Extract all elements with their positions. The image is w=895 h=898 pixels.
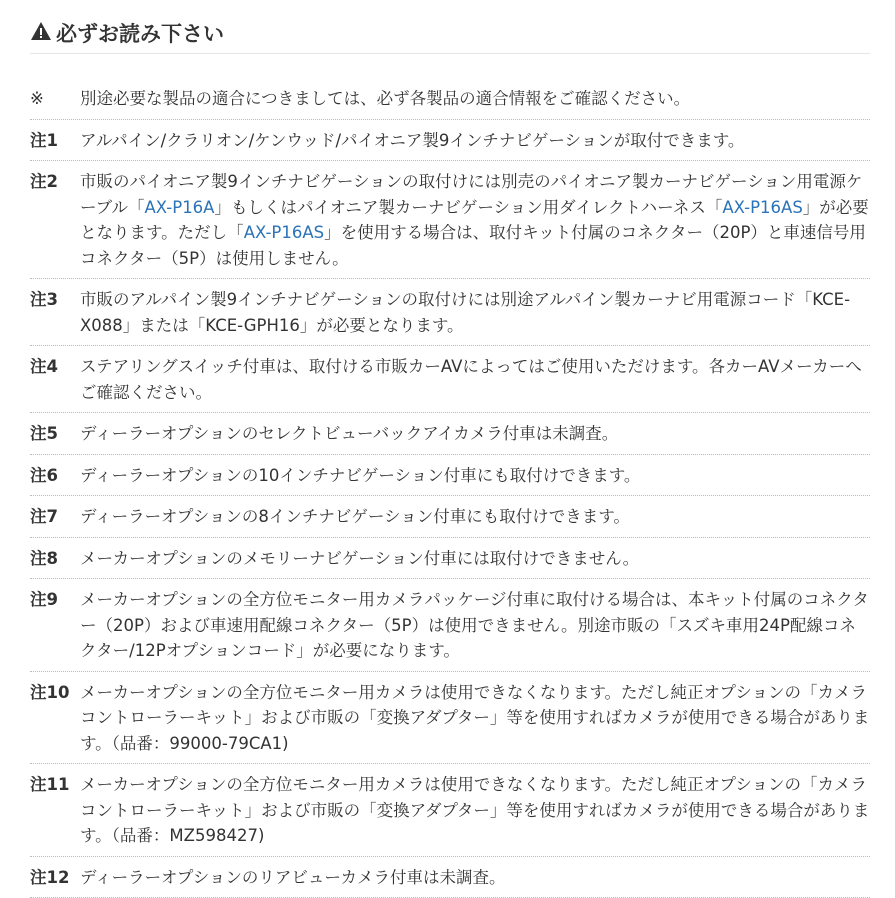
- note-text: ディーラーオプションの8インチナビゲーション付車にも取付けできます。: [80, 504, 870, 530]
- note-row: [30, 346, 870, 413]
- note-text: メーカーオプションの全方位モニター用カメラは使用できなくなります。ただし純正オプションの「カメラコントローラーキット」および市販の「変換アダプター」等を使用すればカメラが使用できる場合があります。（品番：MZ598427): [80, 772, 870, 849]
- note-text: メーカーオプションの全方位モニター用カメラは使用できなくなります。ただし純正オプションの「カメラコントローラーキット」および市販の「変換アダプター」等を使用すればカメラが使用できる場合があります。（品番：99000-79CA1): [80, 680, 870, 757]
- note-label: 注8: [30, 546, 80, 572]
- note-text: ディーラーオプションのセレクトビューバックアイカメラ付車は未調査。: [80, 421, 870, 447]
- note-text: ディーラーオプションのリアビューカメラ付車は未調査。: [80, 865, 870, 891]
- note-text: 市販のアルパイン製9インチナビゲーションの取付けには別途アルパイン製カーナビ用電源コード「KCE-X088」または「KCE-GPH16」が必要となります。: [80, 287, 870, 338]
- note-label: 注4: [30, 354, 80, 405]
- note-row: [30, 857, 870, 898]
- note-row: [30, 413, 870, 455]
- note-text-segment: 市販のパイオニア製9インチナビゲーションの取付けには別売のパイオニア製カーナビゲーション用電源ケーブル「: [80, 172, 862, 217]
- note-label: 注12: [30, 865, 80, 891]
- note-row: [30, 78, 870, 120]
- note-text: [80, 169, 870, 271]
- note-label: 注10: [30, 680, 80, 757]
- note-label: 注3: [30, 287, 80, 338]
- notice-title: 必ずお読み下さい: [56, 18, 224, 48]
- note-text: ディーラーオプションの10インチナビゲーション付車にも取付けできます。: [80, 463, 870, 489]
- note-text: アルパイン/クラリオン/ケンウッド/パイオニア製9インチナビゲーションが取付できます。: [80, 128, 870, 154]
- note-label: 注6: [30, 463, 80, 489]
- product-link-ax-p16as[interactable]: AX-P16AS: [244, 223, 324, 242]
- note-row: [30, 455, 870, 497]
- note-label: 注5: [30, 421, 80, 447]
- note-row: [30, 120, 870, 162]
- note-row: [30, 496, 870, 538]
- notice-section: [30, 0, 870, 898]
- note-text-segment: 」を使用する場合は、取付キット付属のコネクター（20P）と車速信号用コネクター（5P）は使用しません。: [80, 223, 866, 268]
- note-label: ※: [30, 86, 80, 112]
- note-row: [30, 538, 870, 580]
- note-text-segment: 」もしくはパイオニア製カーナビゲーション用ダイレクトハーネス「: [214, 198, 722, 217]
- note-text: ステアリングスイッチ付車は、取付ける市販カーAVによってはご使用いただけます。各カーAVメーカーへご確認ください。: [80, 354, 870, 405]
- note-text: 別途必要な製品の適合につきましては、必ず各製品の適合情報をご確認ください。: [80, 86, 870, 112]
- note-text-segment: 」が必要となります。ただし「: [80, 198, 869, 243]
- note-row: [30, 579, 870, 672]
- note-label: 注1: [30, 128, 80, 154]
- note-row: [30, 672, 870, 765]
- note-row: [30, 764, 870, 857]
- note-text: メーカーオプションのメモリーナビゲーション付車には取付けできません。: [80, 546, 870, 572]
- product-link-ax-p16a[interactable]: AX-P16A: [145, 198, 215, 217]
- notice-heading: [30, 0, 870, 54]
- note-label: 注9: [30, 587, 80, 664]
- warning-icon: [30, 21, 52, 46]
- note-label: 注2: [30, 169, 80, 271]
- product-link-ax-p16as[interactable]: AX-P16AS: [722, 198, 802, 217]
- note-label: 注11: [30, 772, 80, 849]
- note-text: メーカーオプションの全方位モニター用カメラパッケージ付車に取付ける場合は、本キット付属のコネクター（20P）および車速用配線コネクター（5P）は使用できません。別途市販の「スズキ車用24P配線コネクター/12Pオプションコード」が必要になります。: [80, 587, 870, 664]
- note-label: 注7: [30, 504, 80, 530]
- note-row: [30, 279, 870, 346]
- note-row: [30, 161, 870, 279]
- notes-list: [30, 78, 870, 898]
